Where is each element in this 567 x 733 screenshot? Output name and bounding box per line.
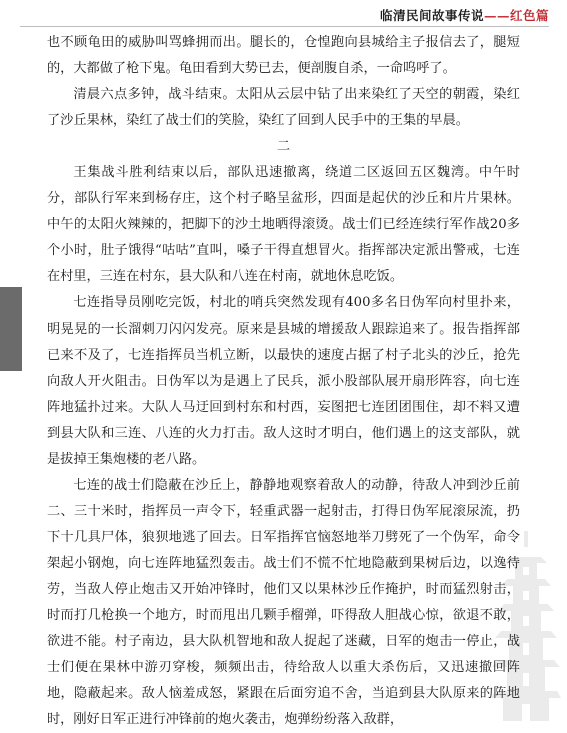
header-separator: —— bbox=[483, 8, 510, 23]
side-tab-marker bbox=[0, 287, 22, 371]
paragraph: 七连的战士们隐蔽在沙丘上，静静地观察着敌人的动静，待敌人冲到沙丘前二、三十米时，指挥员一声令下，轻重武器一起射击，打得日伪军屁滚尿流，扔下十几具尸体，狼狈地逃了回去。日军指挥官恼怒地举刀劈死了一个伪军，命令架起小钢炮，向七连阵地猛烈轰击。战士们不慌不忙地隐蔽到果树后边，以逸待劳，当敌人停止炮击又开始冲锋时，他们又以果林沙丘作掩护，时而猛烈射击，时而打几枪换一个地方，时而甩出几颗手榴弹，吓得敌人胆战心惊，欲退不敢，欲进不能。村子南边，县大队机智地和敌人捉起了迷藏，日军的炮击一停止，战士们便在果林中游刃穿梭，频频出击，待给敌人以重大杀伤后，又迅速撤回阵地，隐蔽起来。敌人恼羞成怒，紧跟在后面穷追不舍，当追到县大队原来的阵地时，刚好日军正进行冲锋前的炮火袭击，炮弹纷纷落入敌群， bbox=[47, 477, 520, 728]
paragraph: 王集战斗胜利结束以后，部队迅速撤离，绕道二区返回五区魏湾。中午时分，部队行军来到杨存庄，这个村子略呈盆形，四面是起伏的沙丘和片片果林。中午的太阳火辣辣的，把脚下的沙土地晒得滚烫。战士们已经连续行军作战20多个小时，肚子饿得“咕咕”直叫，嗓子干得直想冒火。指挥部决定派出警戒，七连在村里，三连在村东，县大队和八连在村南，就地休息吃饭。 bbox=[47, 165, 520, 285]
story-text bbox=[47, 30, 520, 733]
paragraph: 七连指导员刚吃完饭，村北的哨兵突然发现有400多名日伪军向村里扑来，明晃晃的一长溜刺刀闪闪发亮。原来是县城的增援敌人跟踪追来了。报告指挥部已来不及了，七连指挥员当机立断，以最快的速度占据了村子北头的沙丘，抢先向敌人开火阻击。日伪军以为是遇上了民兵，派小股部队展开扇形阵容，向七连阵地猛扑过来。大队人马迂回到村东和村西，妄图把七连团团围住，却不料又遭到县大队和三连、八连的火力打击。敌人这时才明白，他们遇上的这支部队，就是拔掉王集炮楼的老八路。 bbox=[47, 295, 520, 467]
book-title: 临清民间故事传说 bbox=[379, 8, 484, 23]
section-number: 二 bbox=[276, 139, 291, 155]
running-header bbox=[380, 6, 549, 24]
header-rule bbox=[20, 26, 549, 27]
section-title: 红色篇 bbox=[509, 8, 549, 23]
paragraph: 清晨六点多钟，战斗结束。太阳从云层中钻了出来染红了天空的朝霞，染红了沙丘果林，染红了战士们的笑脸，染红了回到人民手中的王集的早晨。 bbox=[47, 87, 520, 129]
paragraph: 也不顾龟田的威胁叫骂蜂拥而出。腿长的，仓惶跑向县城给主子报信去了，腿短的，大都做了枪下鬼。龟田看到大势已去，便剖腹自杀，一命呜呼了。 bbox=[47, 35, 520, 77]
